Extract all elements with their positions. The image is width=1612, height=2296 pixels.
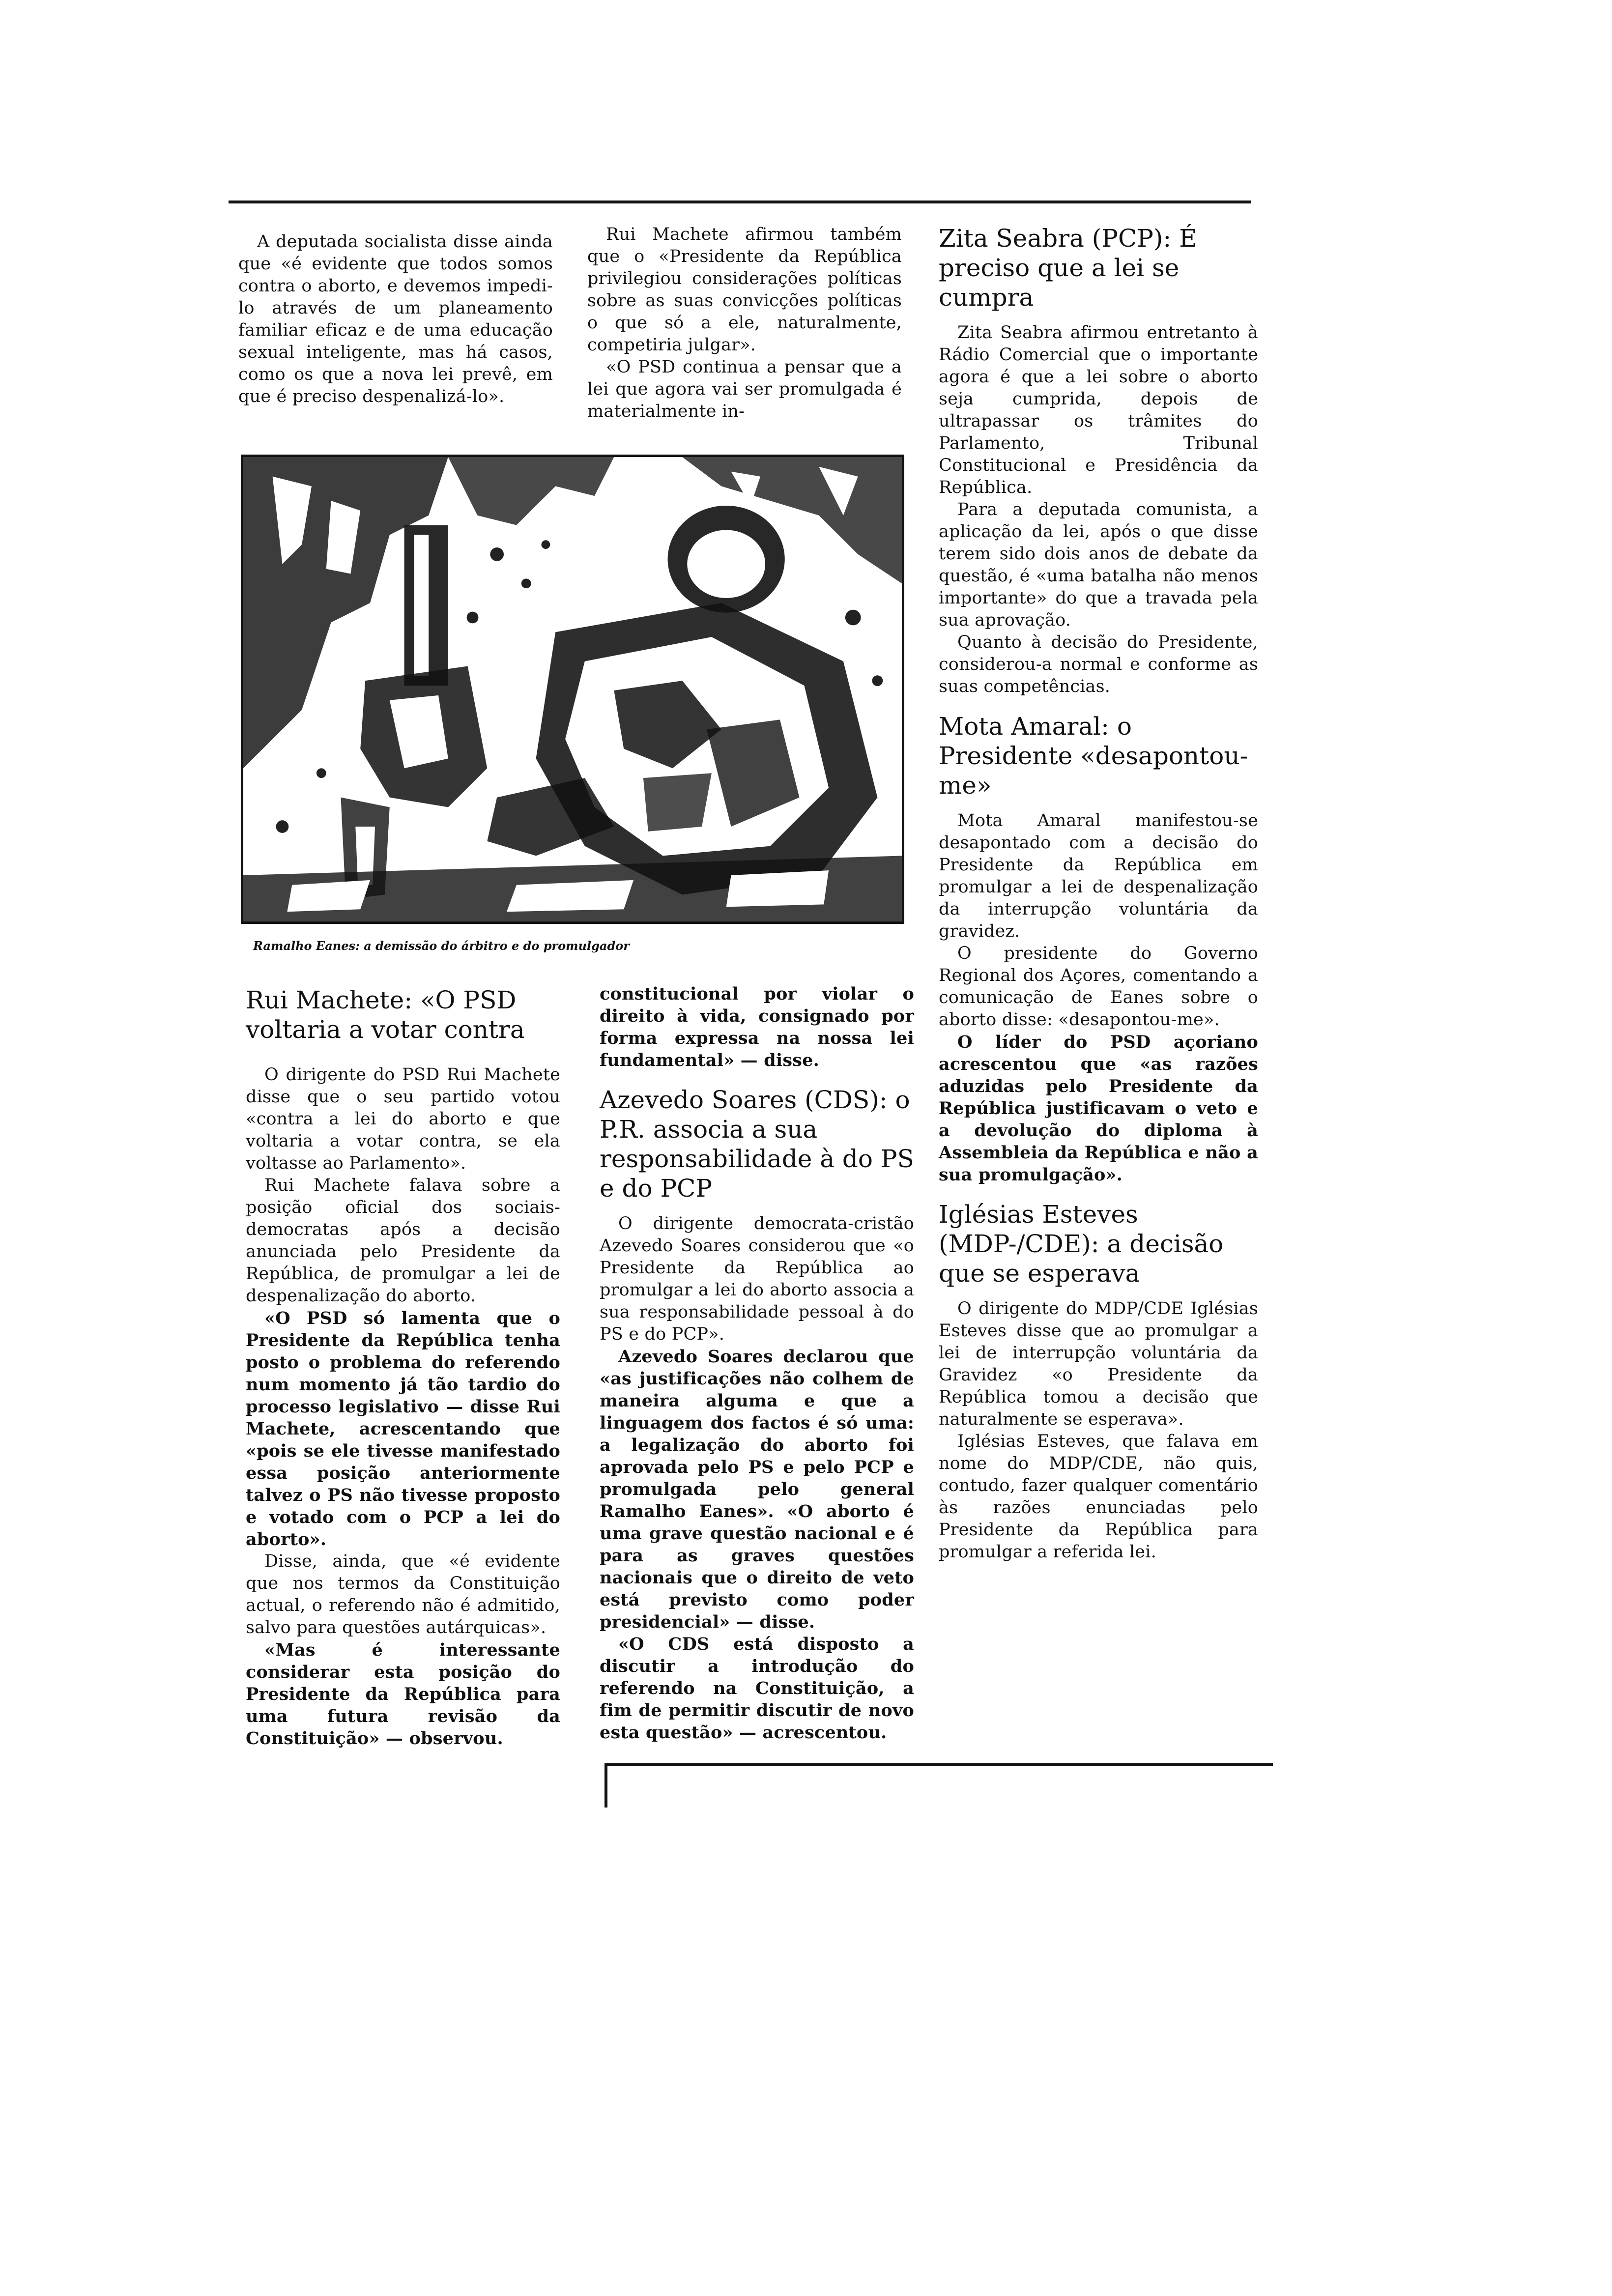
column-1: [238, 231, 553, 408]
paragraph: Quanto à decisão do Presidente, considerou-a normal e conforme as suas competências.: [939, 632, 1258, 696]
paragraph: «O PSD só lamenta que o Presidente da República tenha posto o problema do referendo num momento já tão tardio do processo legislativo — disse Rui Machete, acrescentando que «pois se ele tivesse manifestado essa posição anteriormente talvez o PS não tivesse proposto e votado com o PCP a lei do aborto».: [246, 1308, 560, 1550]
paragraph: constitucional por violar o direito à vida, consignado por forma expressa na nossa lei fundamental» — disse.: [600, 984, 914, 1070]
section-heading: Iglésias Esteves (MDP-/CDE): a decisão que se esperava: [939, 1200, 1224, 1288]
paragraph: O dirigente do PSD Rui Machete disse que o seu partido votou «contra a lei do aborto e que voltaria a votar contra, se ela voltasse ao Parlamento».: [246, 1065, 560, 1173]
section-heading: Mota Amaral: o Presidente «desapontou-me»: [939, 712, 1248, 800]
section-heading: Rui Machete: «O PSD voltaria a votar contra: [246, 986, 525, 1044]
paragraph: O presidente do Governo Regional dos Açores, comentando a comunicação de Eanes sobre o aborto disse: «desapontou-me».: [939, 944, 1258, 1030]
column-2: [587, 224, 902, 423]
paragraph: «O PSD continua a pensar que a lei que agora vai ser promulgada é materialmente in-: [587, 357, 902, 421]
paragraph: A deputada socialista disse ainda que «é evidente que todos somos contra o aborto, e devemos impedi-lo através de um planeamento familiar eficaz e de uma educação sexual inteligente, mas há casos, como os que a nova lei prevê, em que é preciso despenalizá-lo».: [238, 232, 553, 406]
paragraph: O líder do PSD açoriano acrescentou que «as razões aduzidas pelo Presidente da República justificavam o veto e a devolução do diploma à Assembleia da República e não a sua promulgação».: [939, 1032, 1258, 1185]
paragraph: Disse, ainda, que «é evidente que nos termos da Constituição actual, o referendo não é admitido, salvo para questões autárquicas».: [246, 1551, 560, 1637]
column-3: [939, 224, 1258, 1563]
paragraph: Rui Machete afirmou também que o «Presidente da República privilegiou considerações políticas sobre as suas convicções políticas o que só a ele, naturalmente, competiria julgar».: [587, 225, 902, 355]
paragraph: O dirigente democrata-cristão Azevedo Soares considerou que «o Presidente da República ao promulgar a lei do aborto associa a sua responsabilidade pessoal à do PS e do PCP».: [600, 1214, 914, 1344]
photo-caption: Ramalho Eanes: a demissão do árbitro e do promulgador: [253, 939, 630, 953]
bracket-mark: [604, 1763, 607, 1808]
paragraph: O dirigente do MDP/CDE Iglésias Esteves disse que ao promulgar a lei de interrupção voluntária da Gravidez «o Presidente da República tomou a decisão que naturalmente se esperava».: [939, 1299, 1258, 1429]
paragraph: «O CDS está disposto a discutir a introdução do referendo na Constituição, a fim de permitir discutir de novo esta questão» — acrescentou.: [600, 1634, 914, 1743]
paragraph: Zita Seabra afirmou entretanto à Rádio Comercial que o importante agora é que a lei sobre o aborto seja cumprida, depois de ultrapassar os trâmites do Parlamento, Tribunal Constitucional e Presidência da República.: [939, 323, 1258, 497]
column-5: [600, 983, 914, 1744]
paragraph: Azevedo Soares declarou que «as justificações não colhem de maneira alguma e que a linguagem dos factos é só uma: a legalização do aborto foi aprovada pelo PS e pelo PCP e promulgada pelo general Ramalho Eanes». «O aborto é uma grave questão nacional e é para as graves questões nacionais que o direito de veto está previsto como poder presidencial» — disse.: [600, 1347, 914, 1632]
bottom-rule: [604, 1763, 1273, 1766]
news-photo: [241, 455, 904, 924]
paragraph: Rui Machete falava sobre a posição oficial dos sociais-democratas após a decisão anunciada pelo Presidente da República, de promulgar a lei de despenalização do aborto.: [246, 1176, 560, 1306]
top-rule: [229, 201, 1251, 203]
section-heading: Zita Seabra (PCP): É preciso que a lei se cumpra: [939, 224, 1197, 312]
column-4: [246, 985, 560, 1750]
paragraph: «Mas é interessante considerar esta posição do Presidente da República para uma futura revisão da Constituição» — observou.: [246, 1640, 560, 1749]
paragraph: Para a deputada comunista, a aplicação da lei, após o que disse terem sido dois anos de debate da questão, é «uma batalha não menos importante» do que a travada pela sua aprovação.: [939, 500, 1258, 630]
section-heading: Azevedo Soares (CDS): o P.R. associa a sua responsabilidade à do PS e do PCP: [600, 1086, 914, 1203]
paragraph: Mota Amaral manifestou-se desapontado com a decisão do Presidente da República em promulgar a lei de despenalização da interrupção voluntária da gravidez.: [939, 811, 1258, 941]
paragraph: Iglésias Esteves, que falava em nome do MDP/CDE, não quis, contudo, fazer qualquer comentário às razões enunciadas pelo Presidente da República para promulgar a referida lei.: [939, 1432, 1258, 1562]
